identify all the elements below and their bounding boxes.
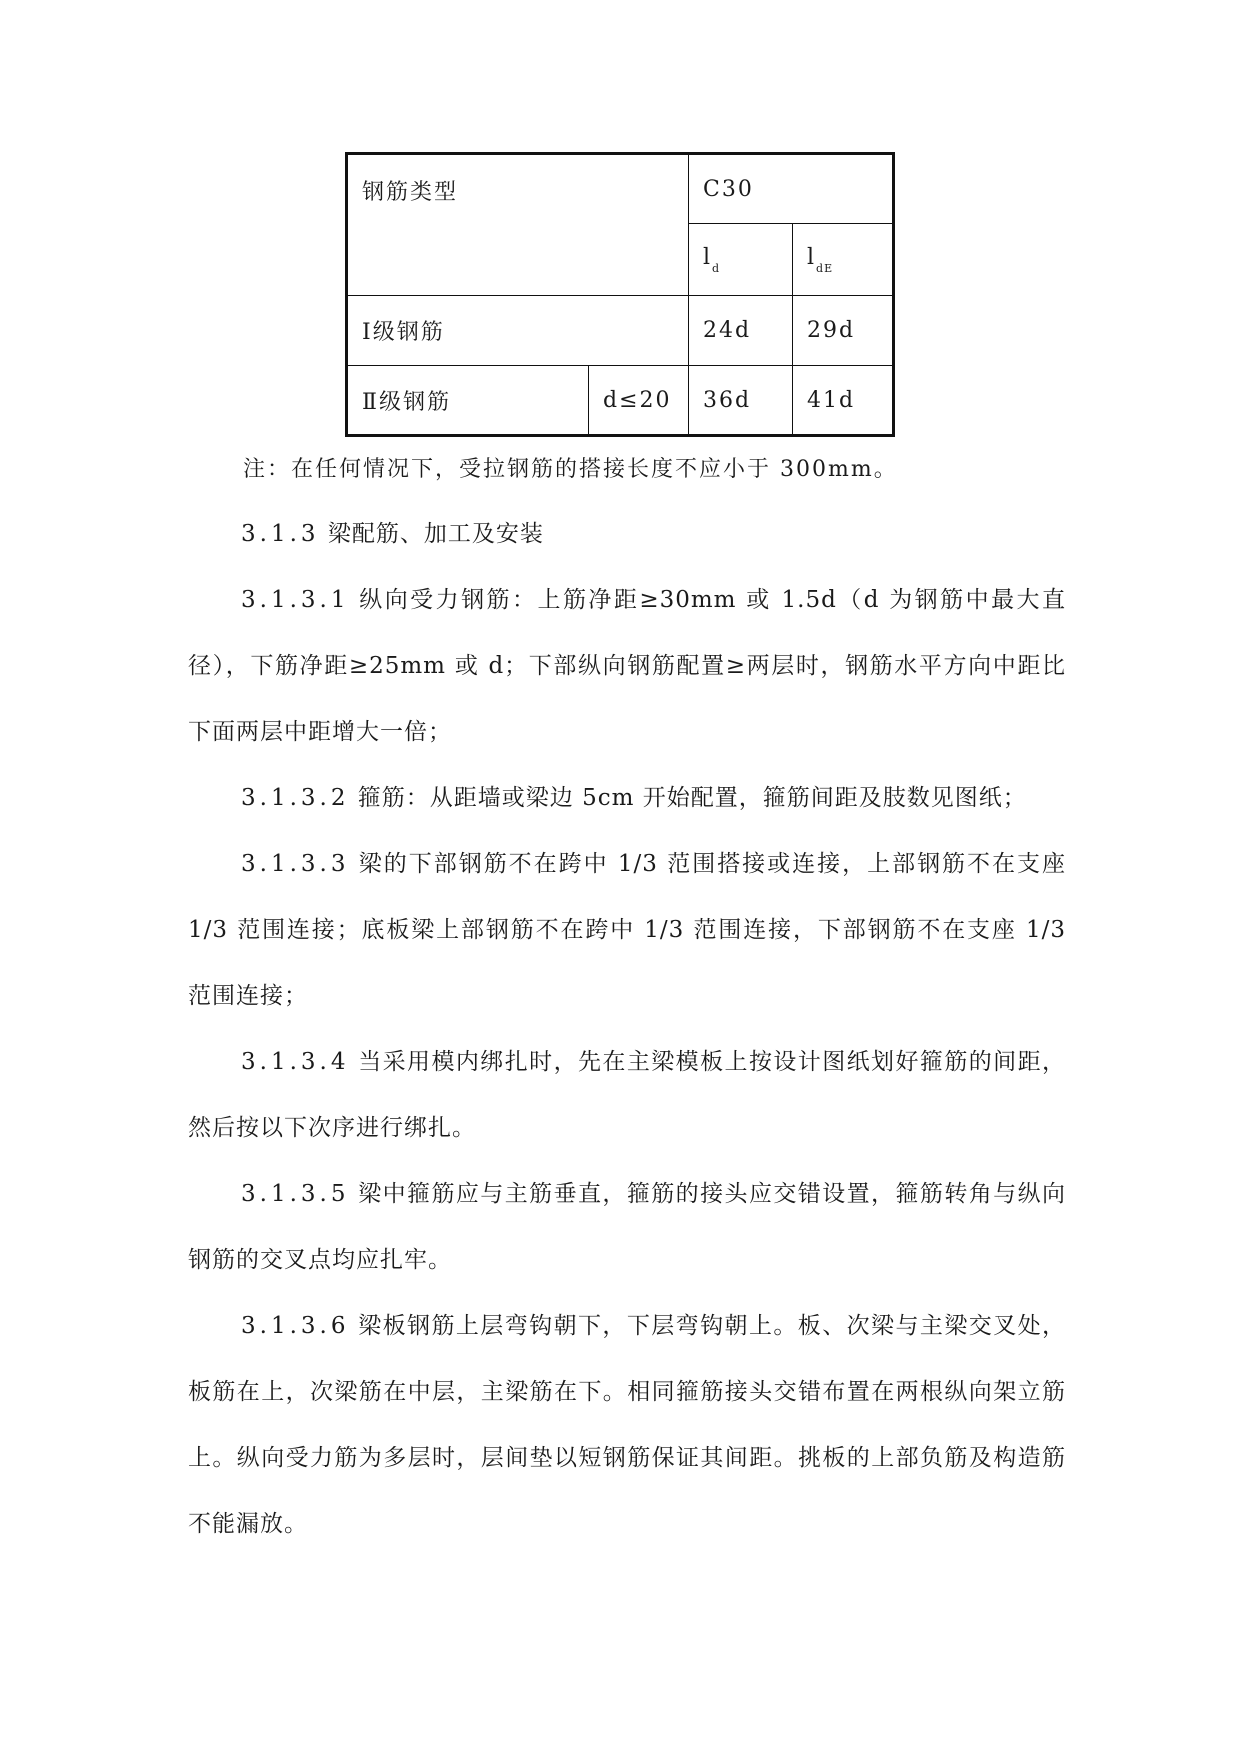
- row-lde: 41d: [793, 366, 894, 436]
- row-condition: d≤20: [589, 366, 689, 436]
- clause-3-1-3-3: 3.1.3.3 梁的下部钢筋不在跨中 1/3 范围搭接或连接，上部钢筋不在支座 1/3 范围连接；底板梁上部钢筋不在跨中 1/3 范围连接，下部钢筋不在支座 1/3 范围连接；: [188, 851, 1066, 1009]
- section-heading: 3.1.3 梁配筋、加工及安装: [241, 521, 544, 547]
- table-note: 注：在任何情况下，受拉钢筋的搭接长度不应小于 300mm。: [243, 457, 898, 482]
- clause-3-1-3-5: 3.1.3.5 梁中箍筋应与主筋垂直，箍筋的接头应交错设置，箍筋转角与纵向钢筋的交叉点均应扎牢。: [188, 1181, 1067, 1273]
- row-ld: 24d: [689, 296, 793, 366]
- clause-3-1-3-1: 3.1.3.1 纵向受力钢筋：上筋净距≥30mm 或 1.5d（d 为钢筋中最大直径），下筋净距≥25mm 或 d；下部纵向钢筋配置≥两层时，钢筋水平方向中距比下面两层中距增大一倍；: [188, 587, 1066, 745]
- header-ld: $l_d$: [689, 224, 793, 296]
- header-lde: $l_{dE}$: [793, 224, 894, 296]
- row-type: Ⅰ级钢筋: [347, 296, 689, 366]
- clause-3-1-3-6: 3.1.3.6 梁板钢筋上层弯钩朝下，下层弯钩朝上。板、次梁与主梁交叉处，板筋在上，次梁筋在中层，主梁筋在下。相同箍筋接头交错布置在两根纵向架立筋上。纵向受力筋为多层时，层间垫以短钢筋保证其间距。挑板的上部负筋及构造筋不能漏放。: [188, 1313, 1067, 1537]
- header-rebar-type: 钢筋类型: [347, 154, 689, 296]
- table-row: [347, 366, 894, 436]
- row-ld: 36d: [689, 366, 793, 436]
- lap-length-table: [345, 152, 895, 437]
- table-row: [347, 296, 894, 366]
- clause-3-1-3-2: 3.1.3.2 箍筋：从距墙或梁边 5cm 开始配置，箍筋间距及肢数见图纸；: [241, 785, 1027, 811]
- clause-3-1-3-4: 3.1.3.4 当采用模内绑扎时，先在主梁模板上按设计图纸划好箍筋的间距，然后按以下次序进行绑扎。: [188, 1049, 1067, 1141]
- header-grade: C30: [689, 154, 894, 224]
- row-type: Ⅱ级钢筋: [347, 366, 589, 436]
- row-lde: 29d: [793, 296, 894, 366]
